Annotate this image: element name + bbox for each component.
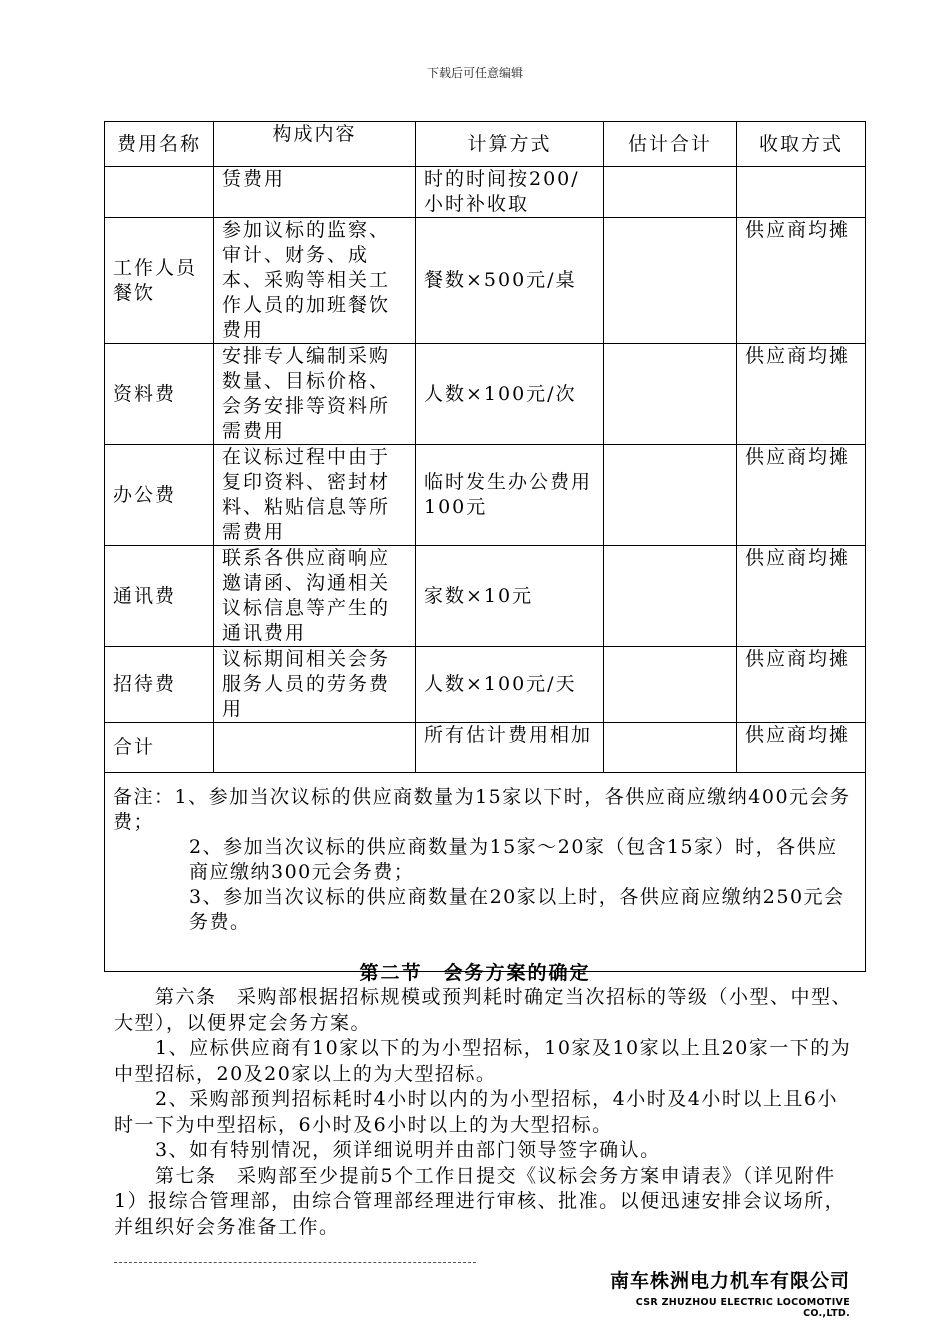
column-header-estimate: 估计合计 xyxy=(604,122,737,167)
page-header: 下载后可任意编辑 xyxy=(426,66,523,80)
remark-line-2: 2、参加当次议标的供应商数量为15家～20家（包含15家）时，各供应商应缴纳300元会务费； xyxy=(189,836,838,883)
table-row xyxy=(105,218,866,344)
cell-estimate xyxy=(604,218,737,344)
cell-method: 供应商均摊 xyxy=(737,218,866,344)
cell-content: 安排专人编制采购数量、目标价格、会务安排等资料所需费用 xyxy=(214,344,416,445)
cell-name: 工作人员餐饮 xyxy=(105,218,214,344)
cell-estimate xyxy=(604,445,737,546)
cell-calc: 临时发生办公费用100元 xyxy=(416,445,604,546)
column-header-content: 构成内容 xyxy=(214,122,416,167)
cell-calc: 人数×100元/天 xyxy=(416,647,604,723)
cell-method xyxy=(737,167,866,218)
cell-calc: 时的时间按200/小时补收取 xyxy=(416,167,604,218)
paragraph-item-2: 2、采购部预判招标耗时4小时以内的为小型招标，4小时及4小时以上且6小时一下为中型招标，6小时及6小时以上的为大型招标。 xyxy=(114,1088,838,1136)
cell-content xyxy=(214,723,416,773)
remarks-cell xyxy=(105,773,866,972)
cell-method: 供应商均摊 xyxy=(737,723,866,773)
table-row xyxy=(105,167,866,218)
fee-table xyxy=(104,121,866,972)
table-header-row xyxy=(105,122,866,167)
table-row-total xyxy=(105,723,866,773)
cell-method: 供应商均摊 xyxy=(737,647,866,723)
company-name-en: CSR ZHUZHOU ELECTRIC LOCOMOTIVE CO.,LTD. xyxy=(635,1297,850,1319)
table-row xyxy=(105,647,866,723)
cell-content: 赁费用 xyxy=(214,167,416,218)
cell-method: 供应商均摊 xyxy=(737,546,866,647)
cell-calc: 所有估计费用相加 xyxy=(416,723,604,773)
remark-line-1: 备注：1、参加当次议标的供应商数量为15家以下时，各供应商应缴纳400元会务费； xyxy=(113,786,851,833)
paragraph-item-1: 1、应标供应商有10家以下的为小型招标，10家及10家以上且20家一下的为中型招标，20及20家以上的为大型招标。 xyxy=(114,1037,852,1085)
company-logo xyxy=(590,1266,850,1319)
cell-content: 联系各供应商响应邀请函、沟通相关议标信息等产生的通讯费用 xyxy=(214,546,416,647)
remark-line-3: 3、参加当次议标的供应商数量在20家以上时，各供应商应缴纳250元会务费。 xyxy=(189,886,845,933)
cell-calc: 餐数×500元/桌 xyxy=(416,218,604,344)
table-note-row xyxy=(105,773,866,972)
cell-estimate xyxy=(604,647,737,723)
cell-name: 资料费 xyxy=(105,344,214,445)
table-row xyxy=(105,546,866,647)
paragraph-item-3: 3、如有特别情况，须详细说明并由部门领导签字确认。 xyxy=(114,1139,661,1161)
cell-content: 参加议标的监察、审计、财务、成本、采购等相关工作人员的加班餐饮费用 xyxy=(214,218,416,344)
section-body xyxy=(114,985,854,1240)
table-row xyxy=(105,445,866,546)
cell-name: 通讯费 xyxy=(105,546,214,647)
cell-method: 供应商均摊 xyxy=(737,445,866,546)
cell-content: 议标期间相关会务服务人员的劳务费用 xyxy=(214,647,416,723)
column-header-name: 费用名称 xyxy=(105,122,214,167)
cell-name: 办公费 xyxy=(105,445,214,546)
section-title: 第二节 会务方案的确定 xyxy=(359,962,591,984)
paragraph-article-7: 第七条 采购部至少提前5个工作日提交《议标会务方案申请表》（详见附件1）报综合管理部，由综合管理部经理进行审核、批准。以便迅速安排会议场所，并组织好会务准备工作。 xyxy=(114,1164,846,1238)
column-header-method: 收取方式 xyxy=(737,122,866,167)
table-row xyxy=(105,344,866,445)
cell-estimate xyxy=(604,546,737,647)
company-name-cn: 南车株洲电力机车有限公司 xyxy=(609,1270,850,1292)
paragraph-article-6: 第六条 采购部根据招标规模或预判耗时确定当次招标的等级（小型、中型、大型），以便界定会务方案。 xyxy=(114,986,853,1034)
cell-calc: 家数×10元 xyxy=(416,546,604,647)
cell-estimate xyxy=(604,344,737,445)
cell-method: 供应商均摊 xyxy=(737,344,866,445)
cell-content: 在议标过程中由于复印资料、密封材料、粘贴信息等所需费用 xyxy=(214,445,416,546)
cell-estimate xyxy=(604,723,737,773)
cell-name xyxy=(105,167,214,218)
cell-calc: 人数×100元/次 xyxy=(416,344,604,445)
footer-divider xyxy=(114,1262,476,1263)
cell-name: 合计 xyxy=(105,723,214,773)
cell-estimate xyxy=(604,167,737,218)
column-header-calc: 计算方式 xyxy=(416,122,604,167)
cell-name: 招待费 xyxy=(105,647,214,723)
